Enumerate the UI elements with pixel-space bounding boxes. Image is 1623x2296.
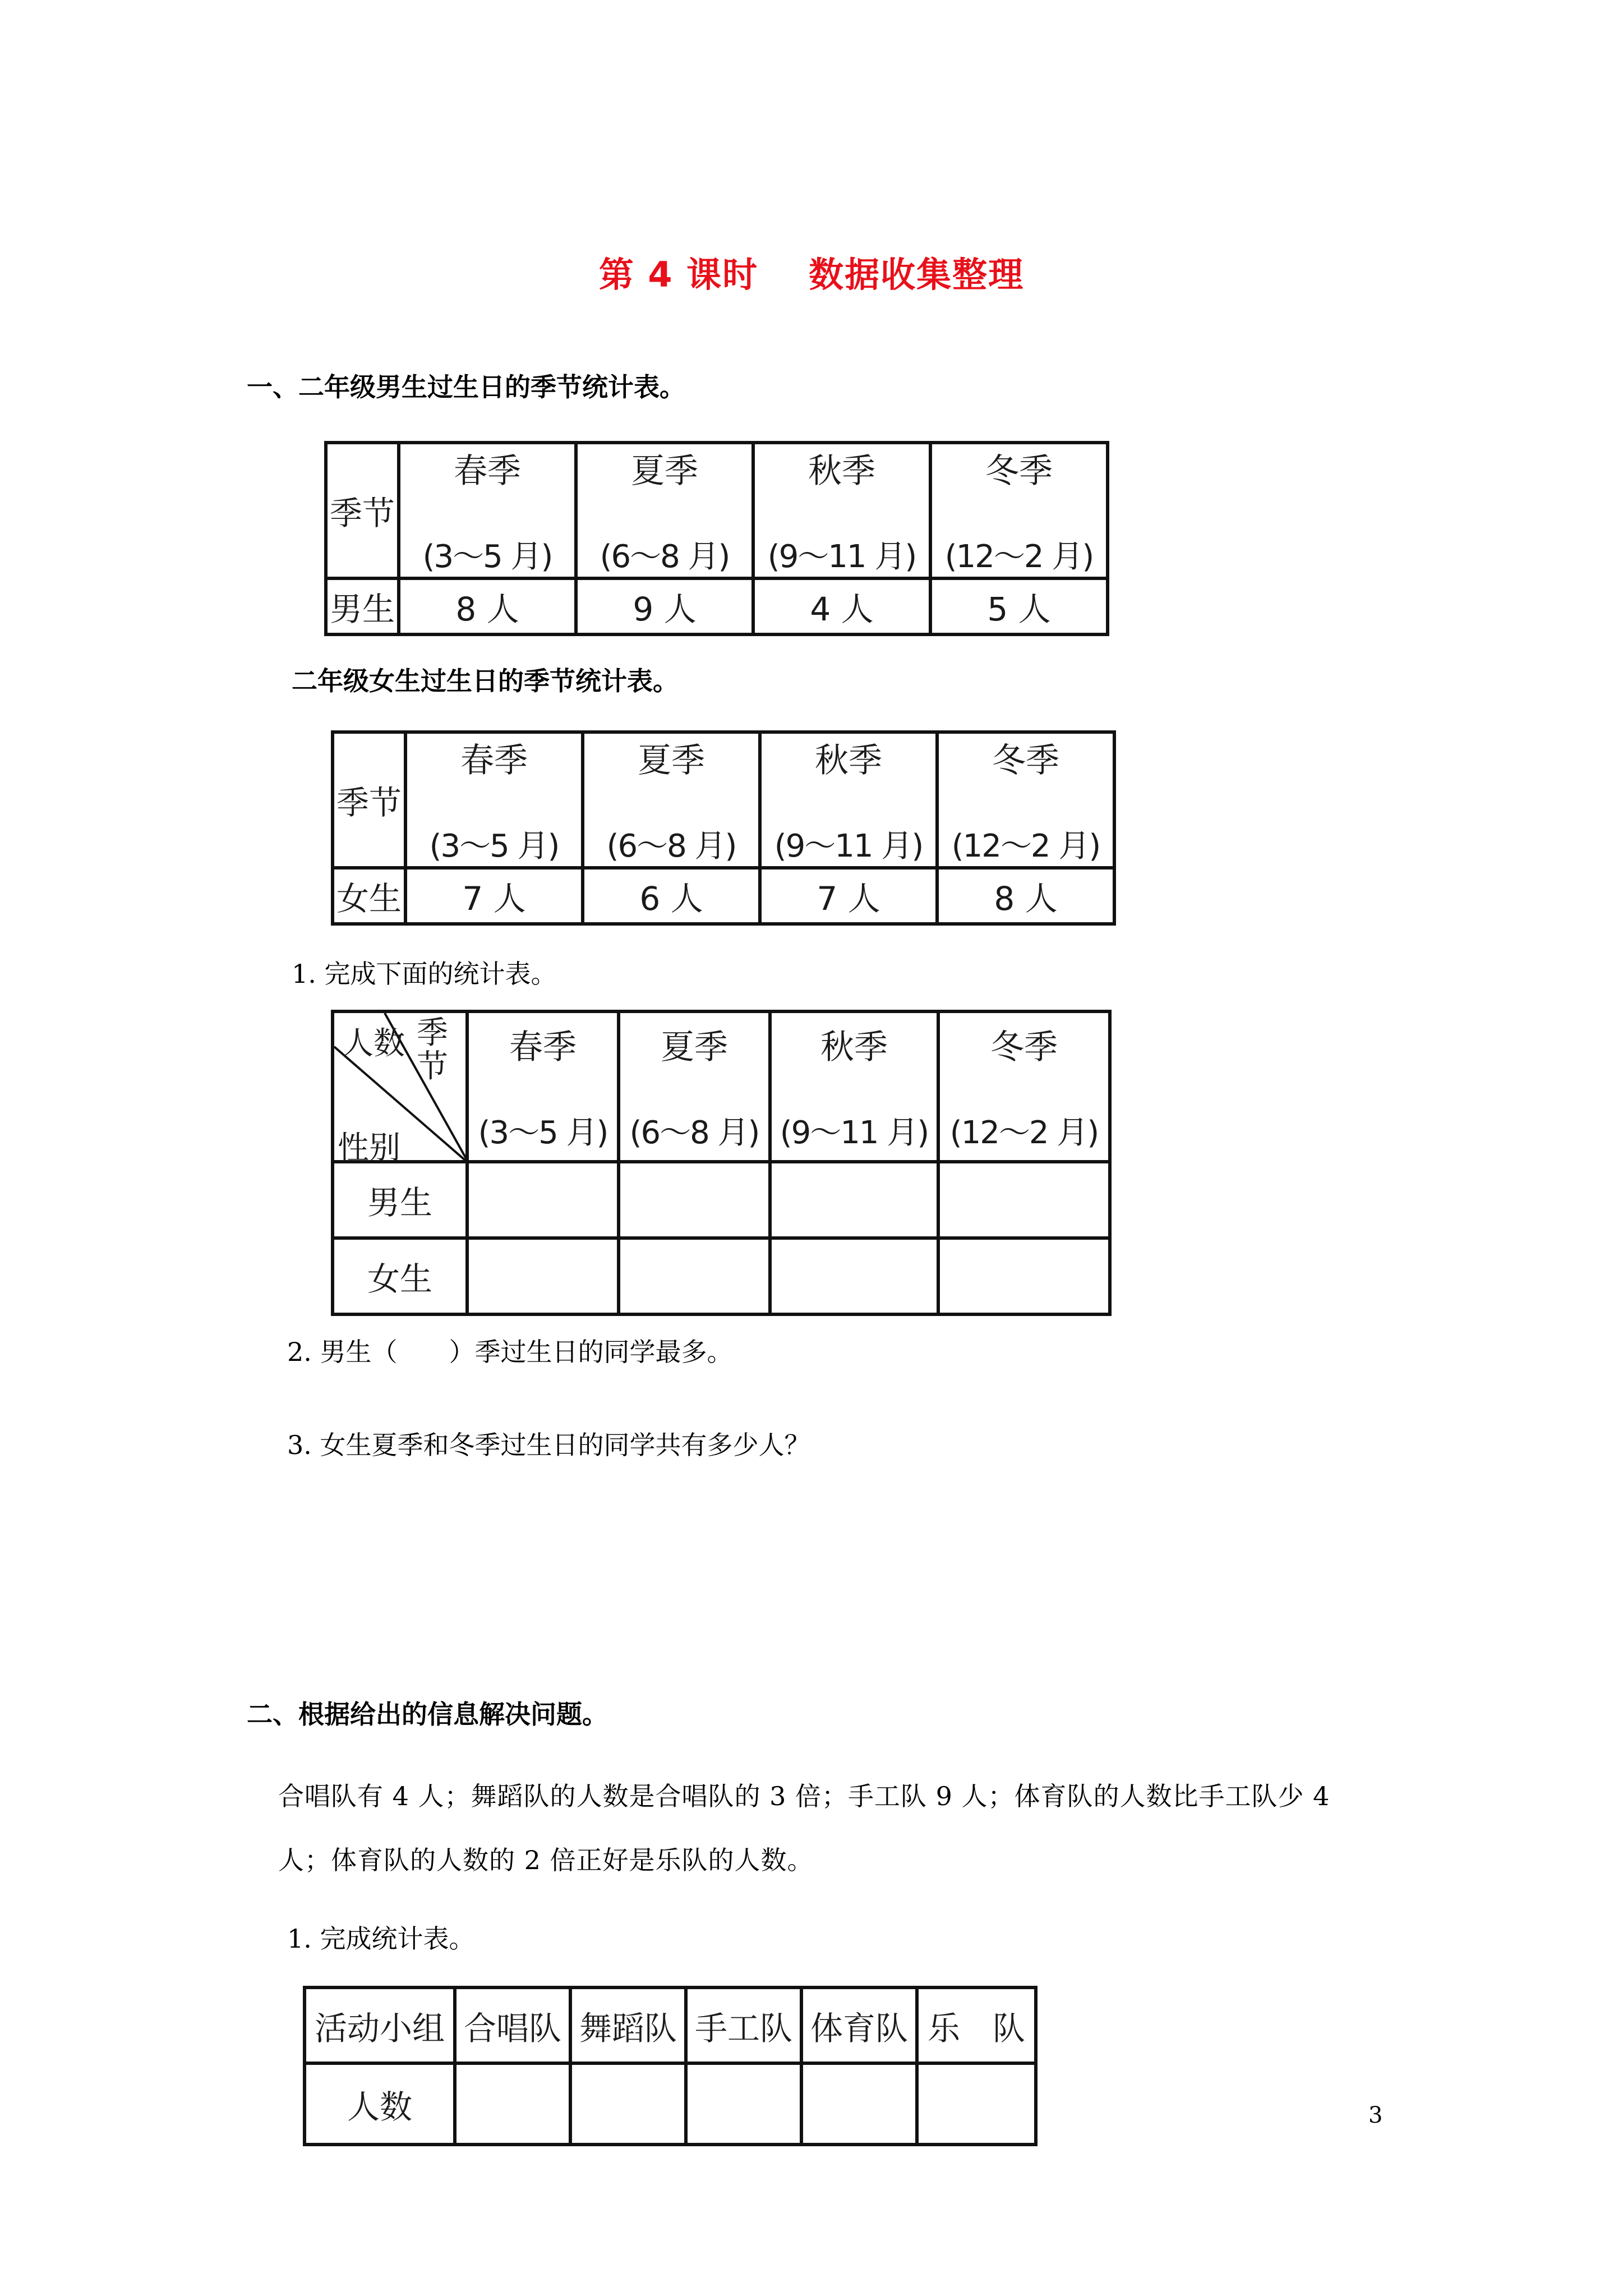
boys-corner-cell: 季节 xyxy=(326,443,399,578)
combined-row-boys: 男生 xyxy=(333,1162,467,1238)
boys-header-autumn: 秋季 (9～11 月) xyxy=(753,443,930,578)
girls-value-winter: 8 人 xyxy=(937,868,1114,924)
girls-header-autumn: 秋季 (9～11 月) xyxy=(760,732,937,868)
activity-group-table xyxy=(303,1986,1038,2146)
question-1-2: 2. 男生（ ）季过生日的同学最多。 xyxy=(287,1337,733,1367)
boys-season-table xyxy=(324,441,1109,636)
combined-header-winter: 冬季 (12～2 月) xyxy=(938,1011,1110,1162)
girls-value-summer: 6 人 xyxy=(583,868,760,924)
page-number: 3 xyxy=(1368,2102,1383,2128)
activity-header-sports: 体育队 xyxy=(801,1987,917,2063)
boys-header-spring: 春季 (3～5 月) xyxy=(399,443,576,578)
activity-cell-craft[interactable] xyxy=(686,2063,801,2145)
corner-count-label: 人数 xyxy=(342,1025,405,1062)
girls-season-table xyxy=(331,730,1116,926)
boys-header-winter: 冬季 (12～2 月) xyxy=(930,443,1108,578)
girls-value-autumn: 7 人 xyxy=(760,868,937,924)
lesson-number: 第 4 课时 xyxy=(598,254,759,295)
girls-header-summer: 夏季 (6～8 月) xyxy=(583,732,760,868)
combined-cell-boys-spring[interactable] xyxy=(467,1162,619,1238)
combined-cell-girls-winter[interactable] xyxy=(938,1238,1110,1314)
combined-cell-boys-autumn[interactable] xyxy=(770,1162,938,1238)
combined-cell-boys-summer[interactable] xyxy=(619,1162,770,1238)
corner-gender-label: 性别 xyxy=(338,1130,400,1166)
corner-season-label: 季节 xyxy=(417,1015,448,1085)
girls-header-spring: 春季 (3～5 月) xyxy=(405,732,583,868)
activity-cell-sports[interactable] xyxy=(801,2063,917,2145)
combined-cell-girls-spring[interactable] xyxy=(467,1238,619,1314)
girls-header-winter: 冬季 (12～2 月) xyxy=(937,732,1114,868)
diagonal-header-cell xyxy=(333,1011,467,1166)
combined-cell-boys-winter[interactable] xyxy=(938,1162,1110,1238)
boys-value-spring: 8 人 xyxy=(399,578,576,634)
girls-row-label: 女生 xyxy=(333,868,405,924)
girls-table-heading: 二年级女生过生日的季节统计表。 xyxy=(292,666,679,696)
combined-cell-girls-summer[interactable] xyxy=(619,1238,770,1314)
lesson-topic: 数据收集整理 xyxy=(809,254,1025,295)
activity-header-group: 活动小组 xyxy=(305,1987,455,2063)
girls-value-spring: 7 人 xyxy=(405,868,583,924)
activity-cell-band[interactable] xyxy=(917,2063,1036,2145)
question-1-3: 3. 女生夏季和冬季过生日的同学共有多少人？ xyxy=(287,1430,810,1460)
boys-header-summer: 夏季 (6～8 月) xyxy=(576,443,753,578)
section1-heading: 一、二年级男生过生日的季节统计表。 xyxy=(247,372,685,402)
activity-header-craft: 手工队 xyxy=(686,1987,801,2063)
activity-header-band: 乐 队 xyxy=(917,1987,1036,2063)
girls-corner-cell: 季节 xyxy=(333,732,405,868)
question-1-1: 1. 完成下面的统计表。 xyxy=(292,959,557,989)
combined-row-girls: 女生 xyxy=(333,1238,467,1314)
boys-value-autumn: 4 人 xyxy=(753,578,930,634)
section2-paragraph-line2: 人；体育队的人数的 2 倍正好是乐队的人数。 xyxy=(278,1845,814,1875)
boys-value-winter: 5 人 xyxy=(930,578,1108,634)
activity-cell-choir[interactable] xyxy=(455,2063,570,2145)
combined-header-autumn: 秋季 (9～11 月) xyxy=(770,1011,938,1162)
activity-row-label: 人数 xyxy=(305,2063,455,2145)
boys-row-label: 男生 xyxy=(326,578,399,634)
combined-season-table xyxy=(331,1010,1112,1316)
combined-header-summer: 夏季 (6～8 月) xyxy=(619,1011,770,1162)
section2-heading: 二、根据给出的信息解决问题。 xyxy=(247,1699,608,1729)
section2-paragraph-line1: 合唱队有 4 人；舞蹈队的人数是合唱队的 3 倍；手工队 9 人；体育队的人数比手工队少 4 xyxy=(278,1781,1330,1811)
boys-value-summer: 9 人 xyxy=(576,578,753,634)
question-2-1: 1. 完成统计表。 xyxy=(287,1924,475,1954)
combined-header-spring: 春季 (3～5 月) xyxy=(467,1011,619,1162)
activity-header-dance: 舞蹈队 xyxy=(570,1987,686,2063)
page-title xyxy=(0,247,1623,297)
activity-header-choir: 合唱队 xyxy=(455,1987,570,2063)
activity-cell-dance[interactable] xyxy=(570,2063,686,2145)
combined-cell-girls-autumn[interactable] xyxy=(770,1238,938,1314)
